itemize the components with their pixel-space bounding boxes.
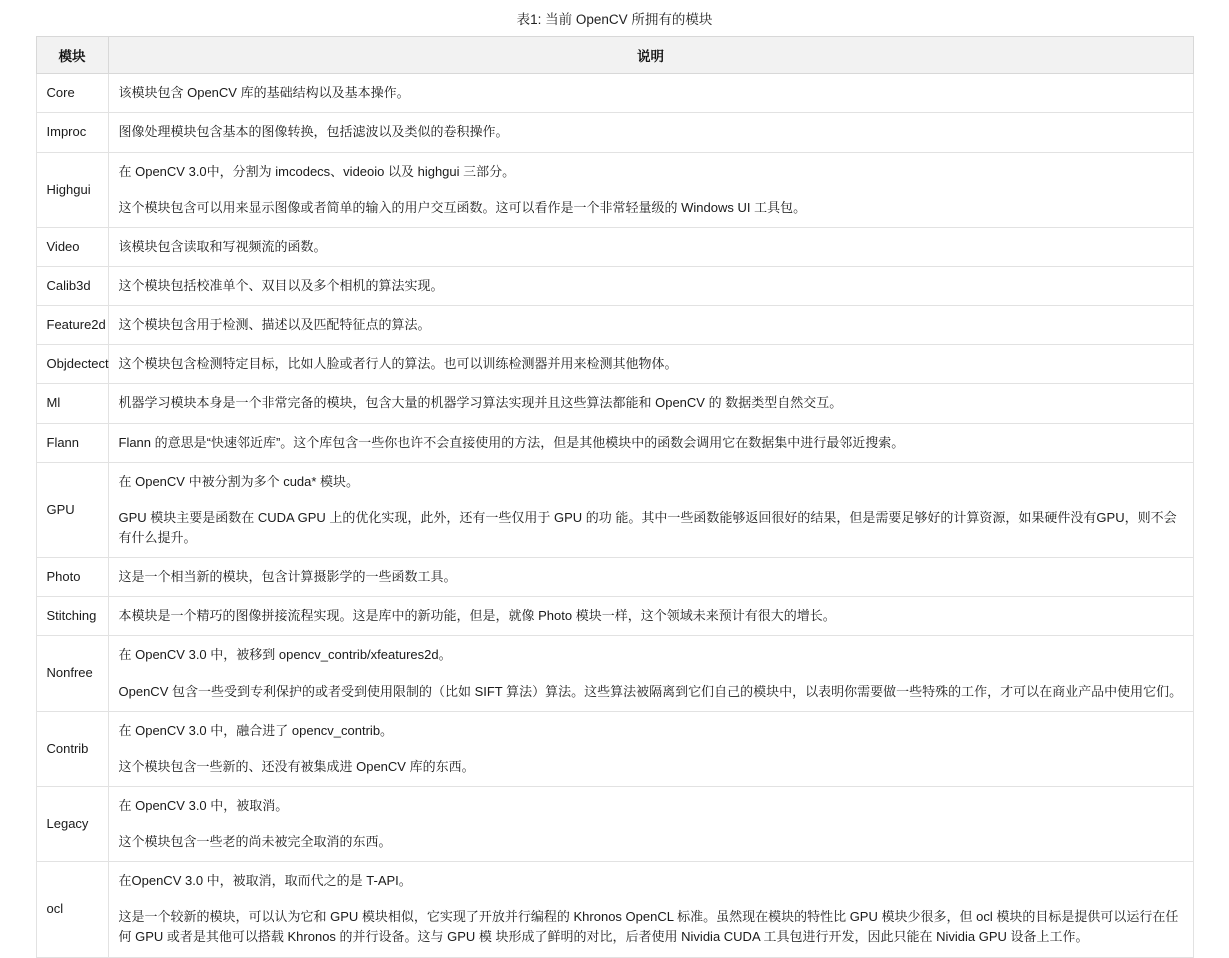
table-row [36,597,1193,636]
module-description-cell [108,113,1193,152]
module-name-cell: ocl [36,862,108,957]
module-name-cell: Highgui [36,152,108,227]
table-row [36,786,1193,861]
module-description-cell [108,227,1193,266]
description-paragraph: 在 OpenCV 3.0 中，融合进了 opencv_contrib。 [118,722,394,738]
table-row [36,711,1193,786]
column-header-description: 说明 [108,37,1193,74]
module-name-cell: Nonfree [36,636,108,711]
table-row [36,345,1193,384]
table-body [36,74,1193,957]
description-paragraph: 这个模块包含一些新的、还没有被集成进 OpenCV 库的东西。 [118,758,475,774]
table-row [36,227,1193,266]
module-description-cell [108,711,1193,786]
table-row [36,423,1193,462]
module-description-cell [108,345,1193,384]
table-row [36,862,1193,957]
module-name-cell: Improc [36,113,108,152]
table-caption: 表1: 当前 OpenCV 所拥有的模块 [516,12,713,27]
column-header-module: 模块 [36,37,108,74]
description-paragraph: 本模块是一个精巧的图像拼接流程实现。这是库中的新功能，但是，就像 Photo 模块一样，这个领域未来预计有很大的增长。 [118,608,836,624]
description-paragraph: 在 OpenCV 3.0 中，被取消。 [118,797,289,813]
description-paragraph: 该模块包含读取和写视频流的函数。 [118,238,327,254]
module-description-cell [108,74,1193,113]
description-paragraph: GPU 模块主要是函数在 CUDA GPU 上的优化实现，此外，还有一些仅用于 GPU 的功 能。其中一些函数能够返回很好的结果，但是需要足够好的计算资源，如果硬件没有GPU，则不会有什么提升。 [118,509,1177,545]
module-description-cell [108,266,1193,305]
description-paragraph: 这个模块包含检测特定目标，比如人脸或者行人的算法。也可以训练检测器并用来检测其他物体。 [118,356,678,372]
description-paragraph: 该模块包含 OpenCV 库的基础结构以及基本操作。 [118,85,410,101]
description-paragraph: 图像处理模块包含基本的图像转换，包括滤波以及类似的卷积操作。 [118,124,509,140]
description-paragraph: 这是一个相当新的模块，包含计算摄影学的一些函数工具。 [118,569,457,585]
module-name-cell: Legacy [36,786,108,861]
module-description-cell [108,152,1193,227]
description-paragraph: 这是一个较新的模块，可以认为它和 GPU 模块相似，它实现了开放并行编程的 Khronos OpenCL 标准。虽然现在模块的特性比 GPU 模块少很多，但 ocl 模块的目标是提供可以运行在任何 GPU 或者是其他可以搭载 Khronos 的并行设备。这与 GPU 模 块形成了鲜明的对比，后者使用 Nividia CUDA 工具包进行开发，因此只能在 Nividia GPU 设备上工作。 [118,909,1179,945]
table-row [36,152,1193,227]
description-paragraph: Flann 的意思是“快速邻近库”。这个库包含一些你也许不会直接使用的方法，但是其他模块中的函数会调用它在数据集中进行最邻近搜索。 [118,434,905,450]
description-paragraph: OpenCV 包含一些受到专利保护的或者受到使用限制的（比如 SIFT 算法）算法。这些算法被隔离到它们自己的模块中，以表明你需要做一些特殊的工作，才可以在商业产品中使用它们。 [118,683,1183,699]
module-name-cell: Ml [36,384,108,423]
description-paragraph: 这个模块包含一些老的尚未被完全取消的东西。 [118,834,392,850]
description-paragraph: 这个模块包含可以用来显示图像或者简单的输入的用户交互函数。这可以看作是一个非常轻量级的 Windows UI 工具包。 [118,199,807,215]
module-name-cell: Objdectect [36,345,108,384]
module-description-cell [108,786,1193,861]
module-name-cell: Video [36,227,108,266]
module-description-cell [108,423,1193,462]
module-name-cell: GPU [36,462,108,557]
module-name-cell: Stitching [36,597,108,636]
description-paragraph: 在 OpenCV 中被分割为多个 cuda* 模块。 [118,473,360,489]
table-row [36,558,1193,597]
module-description-cell [108,306,1193,345]
modules-table [36,36,1194,957]
module-description-cell [108,597,1193,636]
module-name-cell: Feature2d [36,306,108,345]
module-description-cell [108,862,1193,957]
description-paragraph: 在OpenCV 3.0 中，被取消，取而代之的是 T-API。 [118,873,412,889]
module-description-cell [108,384,1193,423]
description-paragraph: 这个模块包括校准单个、双目以及多个相机的算法实现。 [118,277,444,293]
module-name-cell: Flann [36,423,108,462]
table-row [36,113,1193,152]
description-paragraph: 在 OpenCV 3.0 中，被移到 opencv_contrib/xfeatures2d。 [118,647,452,663]
description-paragraph: 机器学习模块本身是一个非常完备的模块，包含大量的机器学习算法实现并且这些算法都能和 OpenCV 的 数据类型自然交互。 [118,395,843,411]
table-head [36,37,1193,74]
module-description-cell [108,558,1193,597]
table-row [36,306,1193,345]
table-header-row [36,37,1193,74]
module-name-cell: Contrib [36,711,108,786]
module-description-cell [108,462,1193,557]
module-name-cell: Core [36,74,108,113]
module-description-cell [108,636,1193,711]
table-row [36,462,1193,557]
table-row [36,74,1193,113]
description-paragraph: 在 OpenCV 3.0中，分割为 imcodecs、videoio 以及 highgui 三部分。 [118,163,516,179]
table-row [36,384,1193,423]
module-name-cell: Photo [36,558,108,597]
table-row [36,266,1193,305]
module-name-cell: Calib3d [36,266,108,305]
description-paragraph: 这个模块包含用于检测、描述以及匹配特征点的算法。 [118,317,431,333]
table-row [36,636,1193,711]
